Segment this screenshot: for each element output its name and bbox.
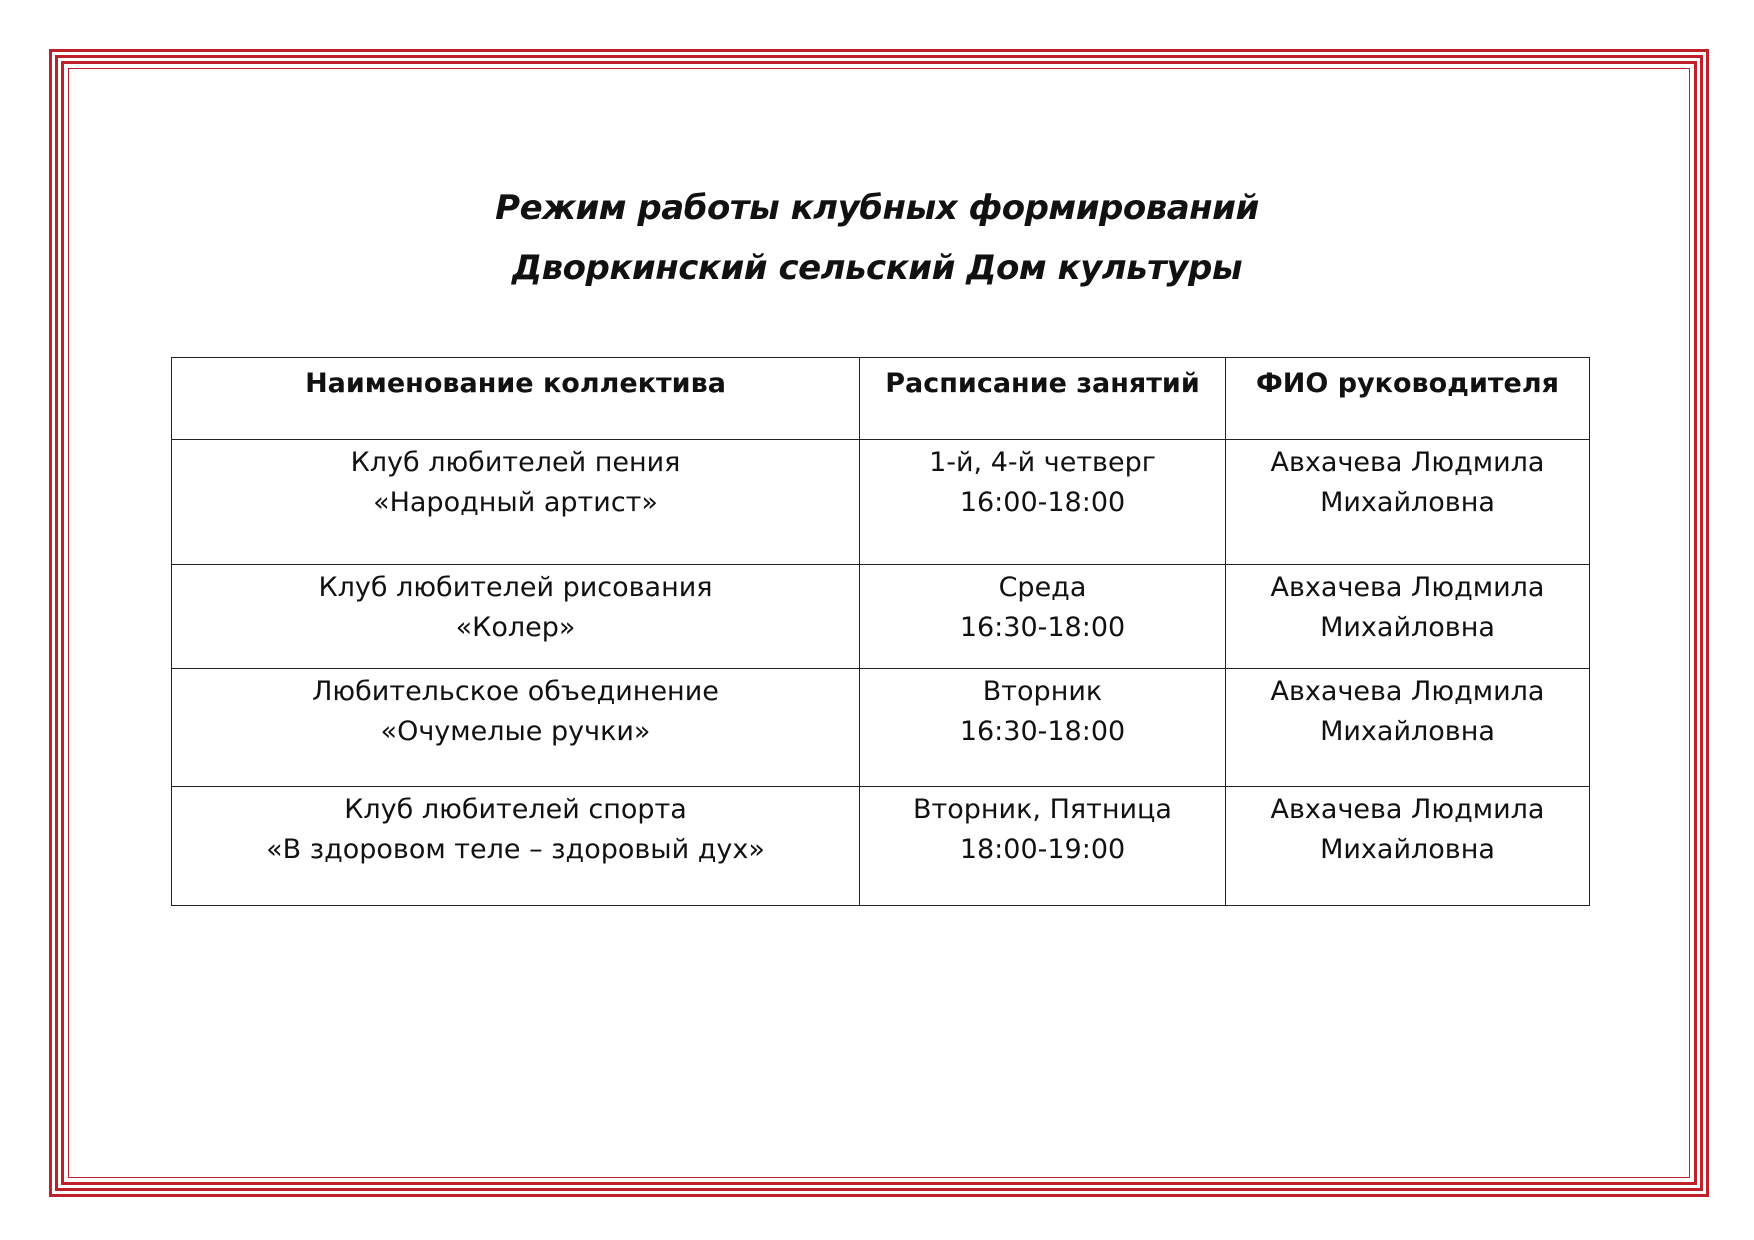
table-row: [172, 440, 1590, 565]
title-line-1: Режим работы клубных формирований: [495, 188, 1259, 228]
collective-type: Клуб любителей пения: [350, 447, 681, 478]
collective-type: Любительское объединение: [312, 676, 719, 707]
schedule-days: 1-й, 4-й четверг: [929, 447, 1156, 478]
leader-patronymic: Михайловна: [1320, 487, 1495, 518]
collective-title: «Народный артист»: [373, 487, 658, 518]
leader-patronymic: Михайловна: [1320, 834, 1495, 865]
table-header-row: [172, 358, 1590, 440]
schedule-cell: [860, 787, 1226, 906]
schedule-days: Среда: [998, 572, 1087, 603]
page-title: [0, 178, 1754, 298]
leader-name-first: Авхачева Людмила: [1270, 676, 1545, 707]
leader-cell: [1226, 565, 1590, 669]
schedule-cell: [860, 440, 1226, 565]
collective-name-cell: [172, 565, 860, 669]
collective-title: «Очумелые ручки»: [380, 716, 651, 747]
schedule-cell: [860, 669, 1226, 787]
leader-name-first: Авхачева Людмила: [1270, 572, 1545, 603]
collective-name-cell: [172, 440, 860, 565]
title-line-2: Дворкинский сельский Дом культуры: [511, 248, 1243, 288]
leader-cell: [1226, 440, 1590, 565]
schedule-days: Вторник, Пятница: [913, 794, 1172, 825]
leader-name-first: Авхачева Людмила: [1270, 447, 1545, 478]
collective-title: «Колер»: [455, 612, 576, 643]
schedule-days: Вторник: [982, 676, 1103, 707]
collective-type: Клуб любителей спорта: [344, 794, 687, 825]
schedule-table: [171, 357, 1590, 906]
leader-patronymic: Михайловна: [1320, 612, 1495, 643]
header-collective-name: Наименование коллектива: [172, 358, 860, 440]
header-leader-name: ФИО руководителя: [1226, 358, 1590, 440]
schedule-cell: [860, 565, 1226, 669]
table-row: [172, 787, 1590, 906]
collective-type: Клуб любителей рисования: [318, 572, 713, 603]
collective-title: «В здоровом теле – здоровый дух»: [266, 834, 765, 865]
header-schedule: Расписание занятий: [860, 358, 1226, 440]
schedule-time: 18:00-19:00: [959, 834, 1126, 865]
schedule-time: 16:30-18:00: [959, 612, 1126, 643]
collective-name-cell: [172, 669, 860, 787]
schedule-time: 16:30-18:00: [959, 716, 1126, 747]
leader-name-first: Авхачева Людмила: [1270, 794, 1545, 825]
leader-patronymic: Михайловна: [1320, 716, 1495, 747]
leader-cell: [1226, 787, 1590, 906]
leader-cell: [1226, 669, 1590, 787]
collective-name-cell: [172, 787, 860, 906]
schedule-time: 16:00-18:00: [959, 487, 1126, 518]
table-row: [172, 669, 1590, 787]
table-row: [172, 565, 1590, 669]
